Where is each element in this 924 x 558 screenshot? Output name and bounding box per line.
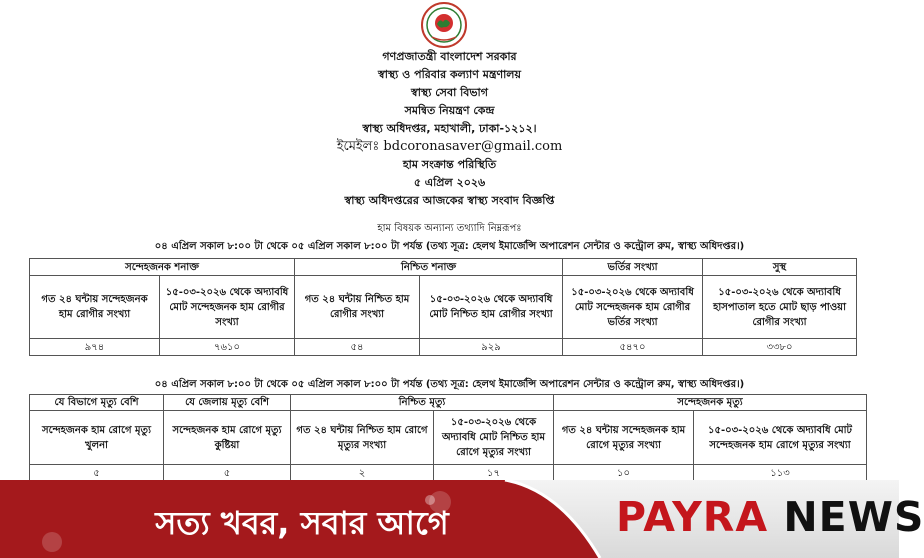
group-recovered: সুস্থ [703, 259, 857, 276]
table1-value-6: ৩৩৮০ [703, 339, 857, 356]
group-suspected-detected: সন্দেহজনক শনাক্ত [30, 259, 295, 276]
intro-text: হাম বিষয়ক অন্যান্য তথ্যাদি নিম্নরূপঃ [377, 223, 522, 234]
group-admissions: ভর্তির সংখ্যা [563, 259, 703, 276]
table2-label-5: গত ২৪ ঘন্টায় সন্দেহজনক হাম রোগে মৃত্যুর সংখ্যা [554, 411, 694, 465]
table2-period: ০৪ এপ্রিল সকাল ৮:০০ টা থেকে ০৫ এপ্রিল সকাল ৮:০০ টা পর্যন্ত (তথ্য সূত্র: হেলথ ইমার্জেন্সি অপারেশন সেন্টার ও কন্ট্রোল রুম, স্বাস্থ্য অধিদপ্তর।) [154, 379, 745, 390]
logo-part-payra: PAYRA [616, 493, 769, 541]
table1-value-5: ৫৪৭০ [563, 339, 703, 356]
table2-label-4: ১৫-০৩-২০২৬ থেকে অদ্যাবধি মোট নিশ্চিত হাম রোগে মৃত্যুর সংখ্যা [434, 411, 554, 465]
table2-value-5: ১০ [554, 465, 694, 482]
table1-label-3: গত ২৪ ঘন্টায় নিশ্চিত হাম রোগীর সংখ্যা [295, 276, 420, 339]
table1-period: ০৪ এপ্রিল সকাল ৮:০০ টা থেকে ০৫ এপ্রিল সকাল ৮:০০ টা পর্যন্ত (তথ্য সূত্র: হেলথ ইমার্জেন্সি অপারেশন সেন্টার ও কন্ট্রোল রুম, স্বাস্থ্য অধিদপ্তর।) [154, 241, 745, 252]
group-division-most-deaths: যে বিভাগে মৃত্যু বেশি [30, 395, 164, 411]
table1-label-1: গত ২৪ ঘন্টায় সন্দেহজনক হাম রোগীর সংখ্যা [30, 276, 160, 339]
group-district-most-deaths: যে জেলায় মৃত্যু বেশি [164, 395, 291, 411]
division-name: স্বাস্থ্য সেবা বিভাগ [411, 86, 488, 99]
table1-value-4: ৯২৯ [420, 339, 563, 356]
table1-label-4: ১৫-০৩-২০২৬ থেকে অদ্যাবধি মোট নিশ্চিত হাম রোগীর সংখ্যা [420, 276, 563, 339]
table2-value-3: ২ [291, 465, 434, 482]
government-emblem-icon [418, 1, 470, 49]
table1-label-2: ১৫-০৩-২০২৬ থেকে অদ্যাবধি মোট সন্দেহজনক হাম রোগীর সংখ্যা [160, 276, 295, 339]
control-centre-name: সমন্বিত নিয়ন্ত্রণ কেন্দ্র [404, 104, 495, 117]
table1-value-2: ৭৬১০ [160, 339, 295, 356]
group-suspected-deaths: সন্দেহজনক মৃত্যু [554, 395, 867, 411]
group-confirmed-detected: নিশ্চিত শনাক্ত [295, 259, 563, 276]
table1-value-3: ৫৪ [295, 339, 420, 356]
table2-value-6: ১১৩ [694, 465, 867, 482]
group-confirmed-deaths: নিশ্চিত মৃত্যু [291, 395, 554, 411]
ministry-name: স্বাস্থ্য ও পরিবার কল্যাণ মন্ত্রণালয় [378, 68, 521, 81]
table2-label-2: সন্দেহজনক হাম রোগে মৃত্যু কুষ্টিয়া [164, 411, 291, 465]
table2-label-6: ১৫-০৩-২০২৬ থেকে অদ্যাবধি মোট সন্দেহজনক হাম রোগে মৃত্যুর সংখ্যা [694, 411, 867, 465]
deaths-table [29, 394, 867, 482]
table2-value-2: ৫ [164, 465, 291, 482]
letterhead [0, 48, 899, 210]
table1-label-5: ১৫-০৩-২০২৬ থেকে অদ্যাবধি মোট সন্দেহজনক হাম রোগীর ভর্তির সংখ্যা [563, 276, 703, 339]
document-title: স্বাস্থ্য অধিদপ্তরের আজকের স্বাস্থ্য সংবাদ বিজ্ঞপ্তি [344, 194, 555, 207]
table1-label-6: ১৫-০৩-২০২৬ থেকে অদ্যাবধি হাসপাতাল হতে মোট ছাড় পাওয়া রোগীর সংখ্যা [703, 276, 857, 339]
table2-label-1: সন্দেহজনক হাম রোগে মৃত্যু খুলনা [30, 411, 164, 465]
table1-value-1: ৯৭৪ [30, 339, 160, 356]
govt-name: গণপ্রজাতন্ত্রী বাংলাদেশ সরকার [382, 50, 517, 63]
cases-table [29, 258, 857, 356]
document-date: ৫ এপ্রিল ২০২৬ [413, 176, 486, 189]
email-address: ইমেইলঃ bdcoronasaver@gmail.com [336, 139, 563, 154]
table2-label-3: গত ২৪ ঘন্টায় নিশ্চিত হাম রোগে মৃত্যুর সংখ্যা [291, 411, 434, 465]
table2-value-1: ৫ [30, 465, 164, 482]
document-subject: হাম সংক্রান্ত পরিস্থিতি [402, 158, 497, 171]
logo-part-news: NEWS [768, 493, 924, 541]
address: স্বাস্থ্য অধিদপ্তর, মহাখালী, ঢাকা-১২১২। [362, 122, 537, 135]
table2-value-4: ১৭ [434, 465, 554, 482]
banner-slogan: সত্য খবর, সবার আগে [155, 504, 449, 542]
payra-news-logo [616, 493, 924, 541]
